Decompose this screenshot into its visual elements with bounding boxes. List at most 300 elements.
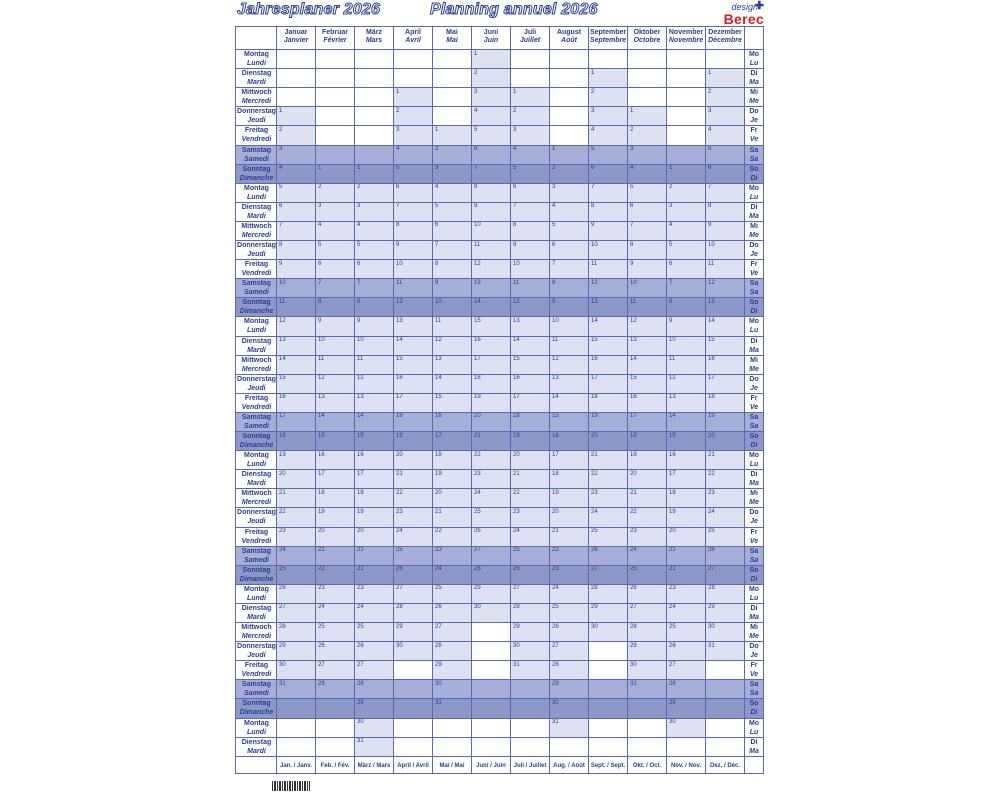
day-cell[interactable] xyxy=(628,317,666,336)
day-cell[interactable] xyxy=(433,546,471,565)
day-cell[interactable] xyxy=(394,374,432,393)
day-cell[interactable] xyxy=(628,546,666,565)
day-cell[interactable] xyxy=(394,584,432,603)
day-cell[interactable] xyxy=(355,527,393,546)
day-cell[interactable] xyxy=(277,393,315,412)
day-cell[interactable] xyxy=(667,718,705,737)
day-cell[interactable] xyxy=(628,183,666,202)
day-cell[interactable] xyxy=(628,202,666,221)
day-cell[interactable] xyxy=(472,603,510,622)
day-cell[interactable] xyxy=(589,221,627,240)
day-cell[interactable] xyxy=(277,680,315,699)
day-cell[interactable] xyxy=(316,202,354,221)
day-cell[interactable] xyxy=(589,603,627,622)
day-cell[interactable] xyxy=(394,623,432,642)
day-cell[interactable] xyxy=(316,412,354,431)
day-cell[interactable] xyxy=(316,279,354,298)
day-cell[interactable] xyxy=(706,355,744,374)
day-cell[interactable] xyxy=(433,355,471,374)
day-cell[interactable] xyxy=(550,317,588,336)
day-cell[interactable] xyxy=(355,317,393,336)
day-cell[interactable] xyxy=(589,145,627,164)
day-cell[interactable] xyxy=(550,412,588,431)
day-cell[interactable] xyxy=(667,451,705,470)
day-cell[interactable] xyxy=(277,432,315,451)
day-cell[interactable] xyxy=(472,546,510,565)
day-cell[interactable] xyxy=(355,470,393,489)
day-cell[interactable] xyxy=(394,126,432,145)
day-cell[interactable] xyxy=(433,202,471,221)
day-cell[interactable] xyxy=(394,546,432,565)
day-cell[interactable] xyxy=(316,221,354,240)
day-cell[interactable] xyxy=(433,661,471,680)
day-cell[interactable] xyxy=(316,260,354,279)
day-cell[interactable] xyxy=(511,241,549,260)
day-cell[interactable] xyxy=(394,260,432,279)
day-cell[interactable] xyxy=(706,432,744,451)
day-cell[interactable] xyxy=(277,565,315,584)
day-cell[interactable] xyxy=(628,145,666,164)
day-cell[interactable] xyxy=(394,164,432,183)
day-cell[interactable] xyxy=(550,565,588,584)
day-cell[interactable] xyxy=(316,317,354,336)
day-cell[interactable] xyxy=(667,432,705,451)
day-cell[interactable] xyxy=(316,298,354,317)
day-cell[interactable] xyxy=(355,260,393,279)
day-cell[interactable] xyxy=(316,374,354,393)
day-cell[interactable] xyxy=(394,432,432,451)
day-cell[interactable] xyxy=(667,183,705,202)
day-cell[interactable] xyxy=(394,145,432,164)
day-cell[interactable] xyxy=(433,470,471,489)
day-cell[interactable] xyxy=(589,279,627,298)
day-cell[interactable] xyxy=(706,69,744,88)
day-cell[interactable] xyxy=(511,88,549,107)
day-cell[interactable] xyxy=(511,279,549,298)
day-cell[interactable] xyxy=(550,202,588,221)
day-cell[interactable] xyxy=(277,527,315,546)
day-cell[interactable] xyxy=(628,680,666,699)
day-cell[interactable] xyxy=(706,374,744,393)
day-cell[interactable] xyxy=(628,527,666,546)
day-cell[interactable] xyxy=(667,699,705,718)
day-cell[interactable] xyxy=(706,603,744,622)
day-cell[interactable] xyxy=(433,432,471,451)
day-cell[interactable] xyxy=(433,508,471,527)
day-cell[interactable] xyxy=(550,699,588,718)
day-cell[interactable] xyxy=(394,317,432,336)
day-cell[interactable] xyxy=(511,336,549,355)
day-cell[interactable] xyxy=(433,145,471,164)
day-cell[interactable] xyxy=(433,642,471,661)
day-cell[interactable] xyxy=(667,489,705,508)
day-cell[interactable] xyxy=(511,432,549,451)
day-cell[interactable] xyxy=(550,603,588,622)
day-cell[interactable] xyxy=(550,241,588,260)
day-cell[interactable] xyxy=(316,183,354,202)
day-cell[interactable] xyxy=(589,260,627,279)
day-cell[interactable] xyxy=(316,584,354,603)
day-cell[interactable] xyxy=(511,164,549,183)
day-cell[interactable] xyxy=(355,718,393,737)
day-cell[interactable] xyxy=(355,642,393,661)
day-cell[interactable] xyxy=(433,699,471,718)
day-cell[interactable] xyxy=(628,355,666,374)
day-cell[interactable] xyxy=(355,623,393,642)
day-cell[interactable] xyxy=(433,336,471,355)
day-cell[interactable] xyxy=(433,565,471,584)
day-cell[interactable] xyxy=(589,508,627,527)
day-cell[interactable] xyxy=(589,584,627,603)
day-cell[interactable] xyxy=(433,680,471,699)
day-cell[interactable] xyxy=(472,489,510,508)
day-cell[interactable] xyxy=(277,451,315,470)
day-cell[interactable] xyxy=(511,470,549,489)
day-cell[interactable] xyxy=(511,393,549,412)
day-cell[interactable] xyxy=(433,260,471,279)
day-cell[interactable] xyxy=(706,88,744,107)
day-cell[interactable] xyxy=(277,164,315,183)
day-cell[interactable] xyxy=(472,336,510,355)
day-cell[interactable] xyxy=(628,584,666,603)
day-cell[interactable] xyxy=(277,489,315,508)
day-cell[interactable] xyxy=(550,527,588,546)
day-cell[interactable] xyxy=(472,88,510,107)
day-cell[interactable] xyxy=(277,145,315,164)
day-cell[interactable] xyxy=(511,355,549,374)
day-cell[interactable] xyxy=(394,470,432,489)
day-cell[interactable] xyxy=(550,279,588,298)
day-cell[interactable] xyxy=(355,661,393,680)
day-cell[interactable] xyxy=(316,623,354,642)
day-cell[interactable] xyxy=(511,642,549,661)
day-cell[interactable] xyxy=(394,355,432,374)
day-cell[interactable] xyxy=(433,623,471,642)
day-cell[interactable] xyxy=(394,508,432,527)
day-cell[interactable] xyxy=(589,470,627,489)
day-cell[interactable] xyxy=(472,470,510,489)
day-cell[interactable] xyxy=(355,451,393,470)
day-cell[interactable] xyxy=(589,88,627,107)
day-cell[interactable] xyxy=(316,527,354,546)
day-cell[interactable] xyxy=(589,489,627,508)
day-cell[interactable] xyxy=(511,565,549,584)
day-cell[interactable] xyxy=(511,202,549,221)
day-cell[interactable] xyxy=(394,527,432,546)
day-cell[interactable] xyxy=(394,336,432,355)
day-cell[interactable] xyxy=(277,546,315,565)
day-cell[interactable] xyxy=(316,661,354,680)
day-cell[interactable] xyxy=(667,317,705,336)
day-cell[interactable] xyxy=(355,221,393,240)
day-cell[interactable] xyxy=(589,183,627,202)
day-cell[interactable] xyxy=(667,661,705,680)
day-cell[interactable] xyxy=(277,412,315,431)
day-cell[interactable] xyxy=(355,489,393,508)
day-cell[interactable] xyxy=(628,642,666,661)
day-cell[interactable] xyxy=(706,584,744,603)
day-cell[interactable] xyxy=(550,374,588,393)
day-cell[interactable] xyxy=(589,623,627,642)
day-cell[interactable] xyxy=(550,680,588,699)
day-cell[interactable] xyxy=(511,451,549,470)
day-cell[interactable] xyxy=(277,260,315,279)
day-cell[interactable] xyxy=(667,298,705,317)
day-cell[interactable] xyxy=(355,699,393,718)
day-cell[interactable] xyxy=(472,202,510,221)
day-cell[interactable] xyxy=(628,623,666,642)
day-cell[interactable] xyxy=(550,221,588,240)
day-cell[interactable] xyxy=(472,241,510,260)
day-cell[interactable] xyxy=(706,623,744,642)
day-cell[interactable] xyxy=(667,642,705,661)
day-cell[interactable] xyxy=(667,680,705,699)
day-cell[interactable] xyxy=(355,432,393,451)
day-cell[interactable] xyxy=(355,508,393,527)
day-cell[interactable] xyxy=(472,298,510,317)
day-cell[interactable] xyxy=(706,221,744,240)
day-cell[interactable] xyxy=(472,565,510,584)
day-cell[interactable] xyxy=(394,298,432,317)
day-cell[interactable] xyxy=(433,126,471,145)
day-cell[interactable] xyxy=(706,470,744,489)
day-cell[interactable] xyxy=(628,107,666,126)
day-cell[interactable] xyxy=(472,183,510,202)
day-cell[interactable] xyxy=(589,241,627,260)
day-cell[interactable] xyxy=(355,412,393,431)
day-cell[interactable] xyxy=(433,317,471,336)
day-cell[interactable] xyxy=(355,565,393,584)
day-cell[interactable] xyxy=(550,393,588,412)
day-cell[interactable] xyxy=(277,202,315,221)
day-cell[interactable] xyxy=(550,451,588,470)
day-cell[interactable] xyxy=(472,374,510,393)
day-cell[interactable] xyxy=(355,241,393,260)
day-cell[interactable] xyxy=(550,145,588,164)
day-cell[interactable] xyxy=(706,126,744,145)
day-cell[interactable] xyxy=(706,451,744,470)
day-cell[interactable] xyxy=(628,260,666,279)
day-cell[interactable] xyxy=(277,183,315,202)
day-cell[interactable] xyxy=(277,623,315,642)
day-cell[interactable] xyxy=(355,584,393,603)
day-cell[interactable] xyxy=(667,336,705,355)
day-cell[interactable] xyxy=(511,546,549,565)
day-cell[interactable] xyxy=(589,317,627,336)
day-cell[interactable] xyxy=(433,489,471,508)
day-cell[interactable] xyxy=(667,508,705,527)
day-cell[interactable] xyxy=(316,565,354,584)
day-cell[interactable] xyxy=(316,603,354,622)
day-cell[interactable] xyxy=(355,374,393,393)
day-cell[interactable] xyxy=(706,489,744,508)
day-cell[interactable] xyxy=(433,183,471,202)
day-cell[interactable] xyxy=(628,412,666,431)
day-cell[interactable] xyxy=(511,623,549,642)
day-cell[interactable] xyxy=(355,680,393,699)
day-cell[interactable] xyxy=(628,393,666,412)
day-cell[interactable] xyxy=(472,164,510,183)
day-cell[interactable] xyxy=(316,680,354,699)
day-cell[interactable] xyxy=(355,279,393,298)
day-cell[interactable] xyxy=(394,183,432,202)
day-cell[interactable] xyxy=(706,260,744,279)
day-cell[interactable] xyxy=(706,298,744,317)
day-cell[interactable] xyxy=(355,355,393,374)
day-cell[interactable] xyxy=(394,393,432,412)
day-cell[interactable] xyxy=(433,412,471,431)
day-cell[interactable] xyxy=(667,374,705,393)
day-cell[interactable] xyxy=(589,527,627,546)
day-cell[interactable] xyxy=(550,355,588,374)
day-cell[interactable] xyxy=(589,393,627,412)
day-cell[interactable] xyxy=(628,374,666,393)
day-cell[interactable] xyxy=(667,164,705,183)
day-cell[interactable] xyxy=(316,642,354,661)
day-cell[interactable] xyxy=(394,412,432,431)
day-cell[interactable] xyxy=(667,202,705,221)
day-cell[interactable] xyxy=(706,642,744,661)
day-cell[interactable] xyxy=(511,374,549,393)
day-cell[interactable] xyxy=(355,393,393,412)
day-cell[interactable] xyxy=(394,241,432,260)
day-cell[interactable] xyxy=(550,489,588,508)
day-cell[interactable] xyxy=(706,317,744,336)
day-cell[interactable] xyxy=(550,661,588,680)
day-cell[interactable] xyxy=(277,126,315,145)
day-cell[interactable] xyxy=(511,527,549,546)
day-cell[interactable] xyxy=(550,623,588,642)
day-cell[interactable] xyxy=(628,661,666,680)
day-cell[interactable] xyxy=(316,489,354,508)
day-cell[interactable] xyxy=(589,336,627,355)
day-cell[interactable] xyxy=(667,260,705,279)
day-cell[interactable] xyxy=(550,470,588,489)
day-cell[interactable] xyxy=(511,145,549,164)
day-cell[interactable] xyxy=(472,126,510,145)
day-cell[interactable] xyxy=(706,145,744,164)
day-cell[interactable] xyxy=(550,508,588,527)
day-cell[interactable] xyxy=(472,69,510,88)
day-cell[interactable] xyxy=(628,603,666,622)
day-cell[interactable] xyxy=(511,260,549,279)
day-cell[interactable] xyxy=(277,107,315,126)
day-cell[interactable] xyxy=(589,565,627,584)
day-cell[interactable] xyxy=(472,451,510,470)
day-cell[interactable] xyxy=(550,642,588,661)
day-cell[interactable] xyxy=(589,412,627,431)
day-cell[interactable] xyxy=(706,565,744,584)
day-cell[interactable] xyxy=(628,470,666,489)
day-cell[interactable] xyxy=(706,412,744,431)
day-cell[interactable] xyxy=(472,107,510,126)
day-cell[interactable] xyxy=(667,603,705,622)
day-cell[interactable] xyxy=(316,164,354,183)
day-cell[interactable] xyxy=(433,241,471,260)
day-cell[interactable] xyxy=(628,241,666,260)
day-cell[interactable] xyxy=(277,642,315,661)
day-cell[interactable] xyxy=(433,164,471,183)
day-cell[interactable] xyxy=(316,432,354,451)
day-cell[interactable] xyxy=(433,527,471,546)
day-cell[interactable] xyxy=(628,451,666,470)
day-cell[interactable] xyxy=(472,260,510,279)
day-cell[interactable] xyxy=(511,107,549,126)
day-cell[interactable] xyxy=(277,661,315,680)
day-cell[interactable] xyxy=(628,336,666,355)
day-cell[interactable] xyxy=(472,584,510,603)
day-cell[interactable] xyxy=(628,432,666,451)
day-cell[interactable] xyxy=(706,508,744,527)
day-cell[interactable] xyxy=(394,565,432,584)
day-cell[interactable] xyxy=(667,393,705,412)
day-cell[interactable] xyxy=(277,336,315,355)
day-cell[interactable] xyxy=(511,298,549,317)
day-cell[interactable] xyxy=(277,279,315,298)
day-cell[interactable] xyxy=(355,546,393,565)
day-cell[interactable] xyxy=(472,279,510,298)
day-cell[interactable] xyxy=(472,221,510,240)
day-cell[interactable] xyxy=(667,355,705,374)
day-cell[interactable] xyxy=(550,546,588,565)
day-cell[interactable] xyxy=(589,355,627,374)
day-cell[interactable] xyxy=(667,527,705,546)
day-cell[interactable] xyxy=(706,336,744,355)
day-cell[interactable] xyxy=(316,241,354,260)
day-cell[interactable] xyxy=(472,412,510,431)
day-cell[interactable] xyxy=(589,69,627,88)
day-cell[interactable] xyxy=(316,336,354,355)
day-cell[interactable] xyxy=(394,107,432,126)
day-cell[interactable] xyxy=(511,221,549,240)
day-cell[interactable] xyxy=(433,584,471,603)
day-cell[interactable] xyxy=(667,279,705,298)
day-cell[interactable] xyxy=(589,432,627,451)
day-cell[interactable] xyxy=(706,241,744,260)
day-cell[interactable] xyxy=(433,298,471,317)
day-cell[interactable] xyxy=(550,164,588,183)
day-cell[interactable] xyxy=(277,374,315,393)
day-cell[interactable] xyxy=(316,546,354,565)
day-cell[interactable] xyxy=(355,737,393,756)
day-cell[interactable] xyxy=(277,355,315,374)
day-cell[interactable] xyxy=(277,470,315,489)
day-cell[interactable] xyxy=(589,451,627,470)
day-cell[interactable] xyxy=(472,355,510,374)
day-cell[interactable] xyxy=(472,393,510,412)
day-cell[interactable] xyxy=(472,527,510,546)
day-cell[interactable] xyxy=(472,50,510,69)
day-cell[interactable] xyxy=(667,565,705,584)
day-cell[interactable] xyxy=(550,432,588,451)
day-cell[interactable] xyxy=(433,279,471,298)
day-cell[interactable] xyxy=(511,317,549,336)
day-cell[interactable] xyxy=(433,603,471,622)
day-cell[interactable] xyxy=(550,584,588,603)
day-cell[interactable] xyxy=(316,470,354,489)
day-cell[interactable] xyxy=(472,145,510,164)
day-cell[interactable] xyxy=(433,451,471,470)
day-cell[interactable] xyxy=(706,202,744,221)
day-cell[interactable] xyxy=(628,279,666,298)
day-cell[interactable] xyxy=(511,183,549,202)
day-cell[interactable] xyxy=(394,451,432,470)
day-cell[interactable] xyxy=(316,355,354,374)
day-cell[interactable] xyxy=(550,183,588,202)
day-cell[interactable] xyxy=(394,202,432,221)
day-cell[interactable] xyxy=(706,279,744,298)
day-cell[interactable] xyxy=(589,374,627,393)
